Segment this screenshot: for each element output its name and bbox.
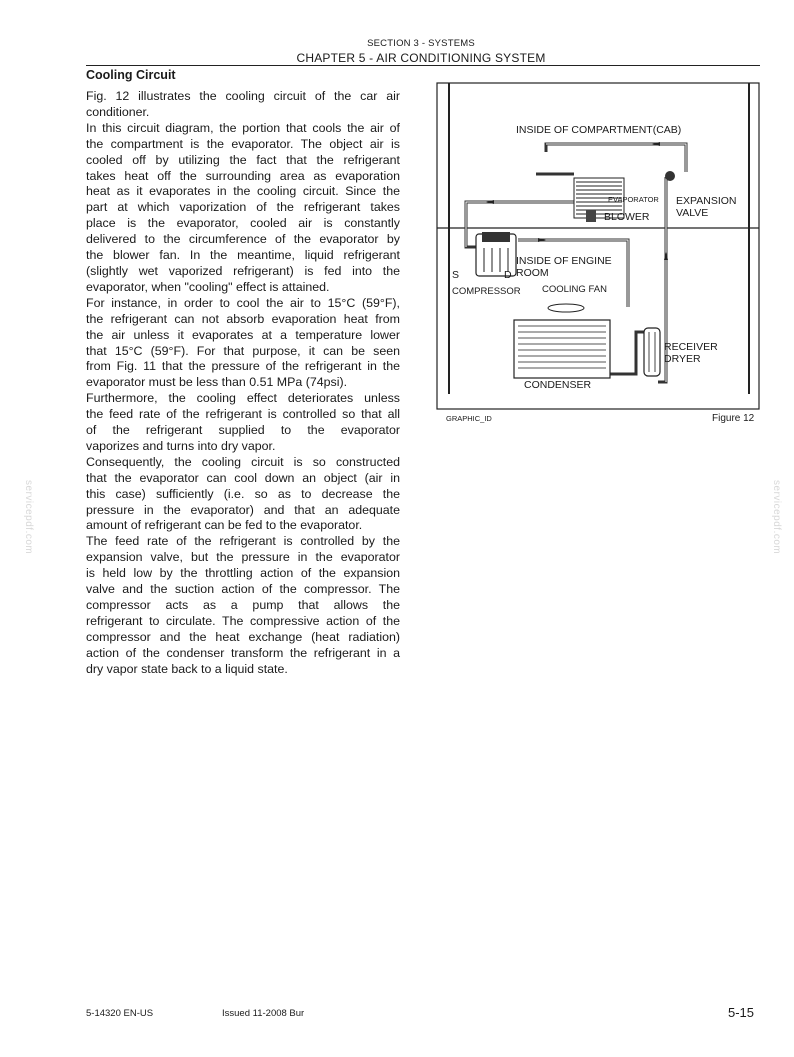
body-line: cooled off by utilizing the fact that the refrigerant (86, 152, 400, 167)
label-receiver-1: RECEIVER (664, 341, 718, 353)
body-line: place is the evaporator, cooled air is constantly (86, 216, 400, 231)
body-line: The feed rate of the refrigerant is controlled by the (86, 534, 400, 549)
condenser-icon (514, 320, 610, 378)
label-engine-1: INSIDE OF ENGINE (516, 255, 612, 267)
expansion-valve-icon (665, 171, 675, 181)
body-line: from Fig. 11 that the pressure of the refrigerant in the (86, 359, 400, 374)
figure-caption: Figure 12 (712, 413, 755, 424)
header-section: SECTION 3 - SYSTEMS (367, 38, 475, 49)
body-line: conditioner. (86, 104, 150, 119)
body-line: action of the condenser transform the refrigerant in a (86, 645, 400, 660)
body-line: part at which vaporization of the refrigerant takes (86, 200, 400, 215)
label-compressor: COMPRESSOR (452, 286, 521, 297)
receiver-dryer-icon (644, 328, 660, 376)
graphic-id: GRAPHIC_ID (446, 414, 492, 423)
footer-page-number: 5-15 (728, 1005, 755, 1020)
body-line: amount of refrigerant can be fed to the evaporator. (86, 518, 363, 533)
body-line: refrigerant to circulate. The compressive action of the (86, 613, 400, 628)
watermark-right: servicepdf.com (771, 480, 782, 555)
body-line: dry vapor state back to a liquid state. (86, 661, 288, 676)
body-line: pressure in the evaporator) and that an adequate (86, 502, 400, 517)
body-line: Furthermore, the cooling effect deteriorates unless (86, 391, 400, 406)
label-cooling-fan: COOLING FAN (542, 284, 607, 295)
body-line: Consequently, the cooling circuit is so constructed (86, 454, 400, 469)
body-line: evaporator, when "cooling" effect is attained. (86, 279, 330, 294)
body-line: compressor acts as a pump that allows the (86, 598, 400, 612)
label-evaporator: EVAPORATOR (608, 195, 659, 204)
footer-issued: Issued 11-2008 Bur (222, 1008, 305, 1019)
body-line: of the refrigerant supplied to the evaporator (86, 423, 400, 438)
label-d: D (504, 269, 512, 281)
label-condenser: CONDENSER (524, 379, 592, 391)
body-line: Fig. 12 illustrates the cooling circuit of the car air (86, 89, 400, 103)
body-line: For instance, in order to cool the air to 15°C (59°F), (86, 295, 400, 310)
label-expansion-1: EXPANSION (676, 195, 737, 207)
cooling-circuit-diagram (436, 82, 760, 410)
body-line: compressor and the heat exchange (heat radiation) (86, 629, 400, 644)
label-s: S (452, 269, 460, 281)
body-line: evaporator must be less than 0.51 MPa (74psi). (86, 375, 348, 390)
body-line: the blower fan. In the meantime, liquid refrigerant (86, 248, 400, 263)
header-chapter: CHAPTER 5 - AIR CONDITIONING SYSTEM (296, 51, 546, 65)
body-line: this case) sufficiently (i.e. so as to decrease the (86, 486, 400, 501)
body-line: takes heat off the surrounding area as evaporation (86, 168, 400, 183)
body-line: the compartment is the evaporator. The object air is (86, 136, 400, 151)
section-title: Cooling Circuit (86, 68, 176, 82)
body-line: that 15°C (59°F). For that purpose, it can be seen (86, 343, 400, 358)
body-line: valve and the suction action of the compressor. The (86, 582, 400, 597)
body-line: expansion valve, but the pressure in the evaporator (86, 550, 400, 565)
blower-icon (586, 210, 596, 222)
body-line: delivered to the circumference of the evaporator by (86, 232, 400, 247)
body-line: the refrigerant can not absorb evaporation heat from (86, 311, 400, 326)
footer-doc-number: 5-14320 EN-US (86, 1008, 154, 1019)
body-line: heat as it evaporates in the cooling circuit. Since the (86, 184, 400, 199)
label-blower: BLOWER (604, 211, 650, 223)
body-line: the air unless it evaporates at a temperature lower (86, 327, 400, 342)
body-line: that the evaporator can cool down an object (air in (86, 470, 400, 485)
body-text (86, 89, 400, 678)
header-divider (86, 65, 760, 66)
label-compartment: INSIDE OF COMPARTMENT(CAB) (516, 124, 682, 136)
label-receiver-2: DRYER (664, 353, 701, 365)
cooling-fan-icon (548, 304, 584, 312)
label-engine-2: ROOM (516, 267, 549, 279)
label-expansion-2: VALVE (676, 207, 709, 219)
body-line: vaporizes and turns into dry vapor. (86, 438, 276, 453)
body-line: is held low by the throttling action of the expansion (86, 566, 400, 581)
body-line: In this circuit diagram, the portion that cools the air of (86, 120, 400, 135)
body-line: (slightly wet vaporized refrigerant) is fed into the (86, 263, 400, 278)
body-line: the feed rate of the refrigerant is controlled so that all (86, 407, 400, 422)
watermark-left: servicepdf.com (23, 480, 34, 555)
